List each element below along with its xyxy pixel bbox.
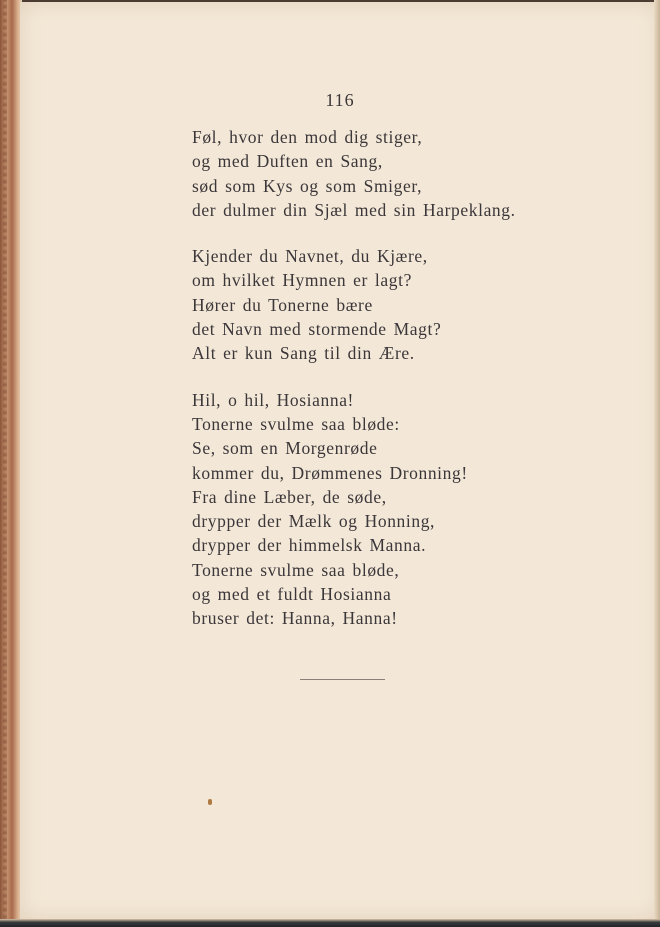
book-page [20, 2, 660, 919]
poem-line: Fra dine Læber, de søde, [192, 486, 387, 507]
binding-texture [3, 0, 7, 927]
bottom-page-edge [0, 919, 660, 927]
poem-line: Hører du Tonerne bære [192, 294, 373, 315]
poem-line: Se, som en Morgenrøde [192, 438, 378, 459]
stanza-1 [192, 125, 516, 222]
stanza-3 [192, 388, 516, 631]
stanza-2 [192, 244, 516, 365]
poem-line: der dulmer din Sjæl med sin Harpeklang. [192, 199, 516, 220]
poem-line: det Navn med stormende Magt? [192, 319, 442, 340]
page-number: 116 [325, 90, 355, 110]
poem-line: Tonerne svulme saa bløde, [192, 559, 400, 580]
poem-line: Tonerne svulme saa bløde: [192, 413, 400, 434]
poem-line: bruser det: Hanna, Hanna! [192, 608, 398, 629]
poem-line: om hvilket Hymnen er lagt? [192, 270, 412, 291]
poem-line: Hil, o hil, Hosianna! [192, 389, 354, 410]
poem-text [192, 125, 516, 631]
poem-line: og med Duften en Sang, [192, 151, 383, 172]
poem-line: drypper der himmelsk Manna. [192, 535, 427, 556]
right-page-edge [654, 0, 660, 919]
poem-line: Alt er kun Sang til din Ære. [192, 343, 415, 364]
book-binding [0, 0, 22, 927]
poem-line: Kjender du Navnet, du Kjære, [192, 246, 428, 267]
poem-line: Føl, hvor den mod dig stiger, [192, 127, 423, 147]
ink-speck [208, 799, 212, 805]
poem-line: og med et fuldt Hosianna [192, 584, 392, 605]
poem-line: sød som Kys og som Smiger, [192, 175, 423, 196]
poem-line: drypper der Mælk og Honning, [192, 511, 436, 532]
end-divider-rule [300, 679, 385, 680]
poem-line: kommer du, Drømmenes Dronning! [192, 462, 468, 483]
